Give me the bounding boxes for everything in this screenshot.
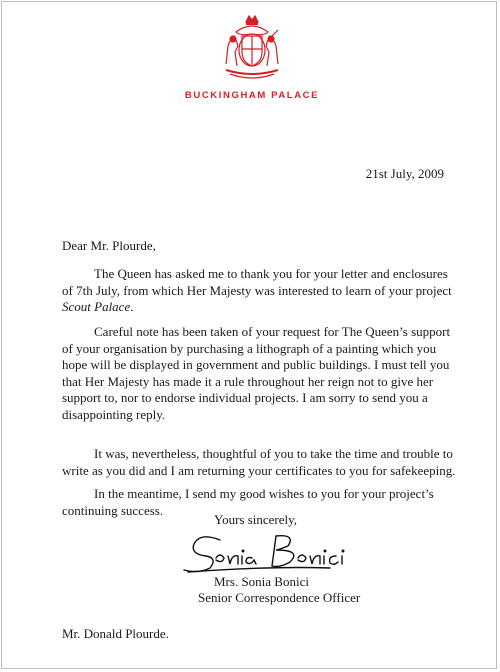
paragraph-3: It was, nevertheless, thoughtful of you to take the time and trouble to write as you did and I am returning your certificates to you for safekeeping. (62, 446, 456, 478)
letter-date: 21st July, 2009 (365, 166, 444, 181)
paragraph-1-end: . (130, 299, 134, 314)
project-name: Scout Palace (62, 299, 131, 314)
paragraph-2: Careful note has been taken of your request for The Queen’s support of your organisation by purchasing a lithograph of a painting which you hope will be displayed in government and public buildings. I must tell you that Her Majesty has made it a rule throughout her reign not to give her support to, nor to endorse individual projects. I am sorry to send you a disappointing reply. (62, 324, 451, 422)
royal-crest-icon (216, 12, 288, 82)
letter-page (1, 1, 497, 669)
letterhead-title: BUCKINGHAM PALACE (184, 90, 320, 101)
salutation: Dear Mr. Plourde, (62, 238, 156, 253)
signer-name: Mrs. Sonia Bonici (214, 574, 309, 589)
closing: Yours sincerely, (214, 512, 298, 527)
paragraph-4: In the meantime, I send my good wishes to you for your project’s continuing success. (62, 486, 434, 518)
handwritten-signature (180, 530, 380, 576)
paragraph-1 (62, 266, 457, 316)
signer-title: Senior Correspondence Officer (198, 590, 361, 605)
paragraph-1-text: The Queen has asked me to thank you for your letter and enclosures of 7th July, from which Her Majesty was interested to learn of your project (62, 266, 452, 298)
recipient-name: Mr. Donald Plourde. (62, 626, 169, 641)
